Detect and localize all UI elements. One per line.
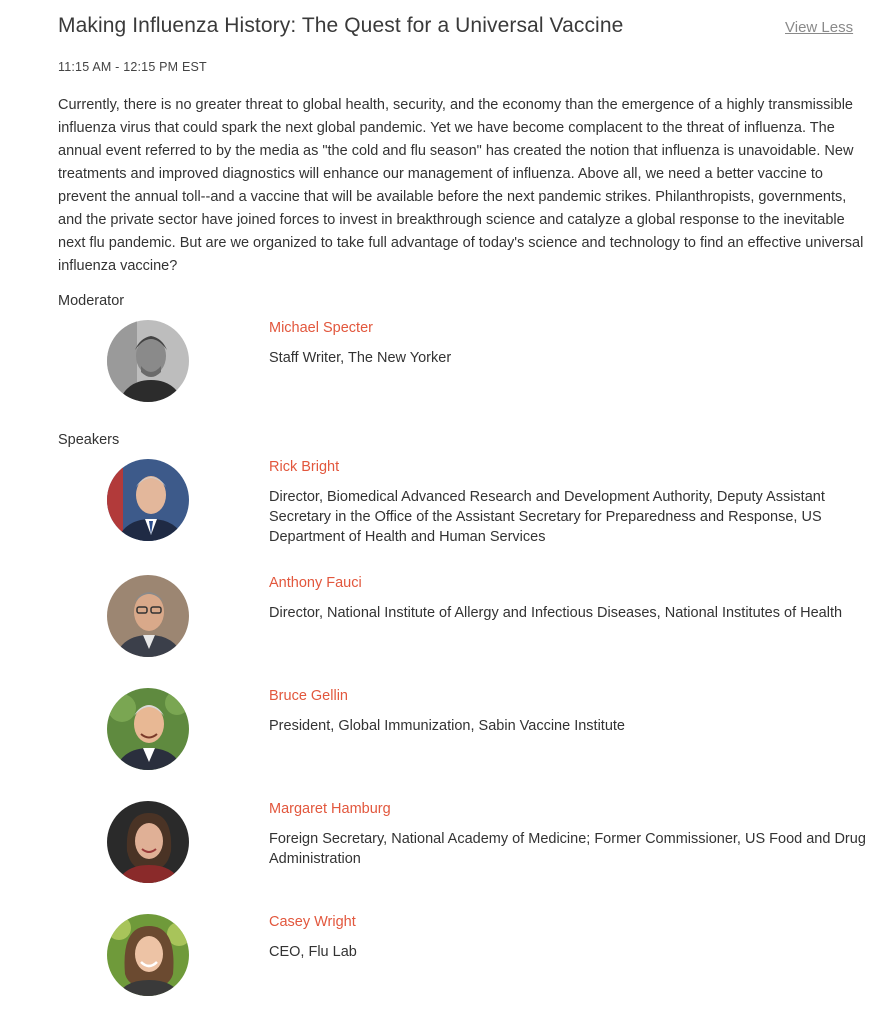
avatar[interactable] [107, 688, 189, 770]
session-time: 11:15 AM - 12:15 PM EST [58, 60, 207, 74]
session-description: Currently, there is no greater threat to global health, security, and the economy than the emergence of a highly transmissible influenza virus that could spark the next global pandemic. Yet we have become complacent to the threat of influenza. The annual event referred to by the media as "the cold and flu season" has created the notion that influenza is unavoidable. New treatments and improved diagnostics will enhance our management of influenza. Above all, we need a better vaccine to prevent the annual toll--and a vaccine that will be available before the next pandemic strikes. Philanthropists, governments, and the private sector have joined forces to invest in breakthrough science and catalyze a global response to the inevitable next flu pandemic. But are we organized to take full advantage of today's science and technology to find an effective universal influenza vaccine? [58, 97, 864, 274]
person-role: CEO, Flu Lab [269, 944, 357, 960]
person-role: Foreign Secretary, National Academy of Medicine; Former Commissioner, US Food and Drug Administration [269, 831, 866, 867]
session-title: Making Influenza History: The Quest for a Universal Vaccine [58, 14, 624, 37]
person-role: Director, Biomedical Advanced Research and Development Authority, Deputy Assistant Secretary in the Office of the Assistant Secretary for Preparedness and Response, US Department of Health and Human Services [269, 489, 825, 545]
avatar[interactable] [107, 801, 189, 883]
avatar[interactable] [107, 459, 189, 541]
avatar[interactable] [107, 575, 189, 657]
avatar[interactable] [107, 914, 189, 996]
person-name[interactable]: Rick Bright [269, 459, 340, 475]
person-name[interactable]: Anthony Fauci [269, 575, 362, 591]
moderator-label: Moderator [58, 293, 125, 309]
person-name[interactable]: Margaret Hamburg [269, 801, 391, 817]
person-role: Staff Writer, The New Yorker [269, 350, 452, 366]
person-name[interactable]: Michael Specter [269, 320, 373, 336]
avatar[interactable] [107, 320, 189, 402]
person-name[interactable]: Bruce Gellin [269, 688, 348, 704]
person-role: President, Global Immunization, Sabin Vaccine Institute [269, 718, 625, 734]
speakers-label: Speakers [58, 432, 120, 448]
person-role: Director, National Institute of Allergy and Infectious Diseases, National Institutes of Health [269, 605, 843, 621]
person-name[interactable]: Casey Wright [269, 914, 356, 930]
view-less-link[interactable]: View Less [785, 19, 854, 36]
